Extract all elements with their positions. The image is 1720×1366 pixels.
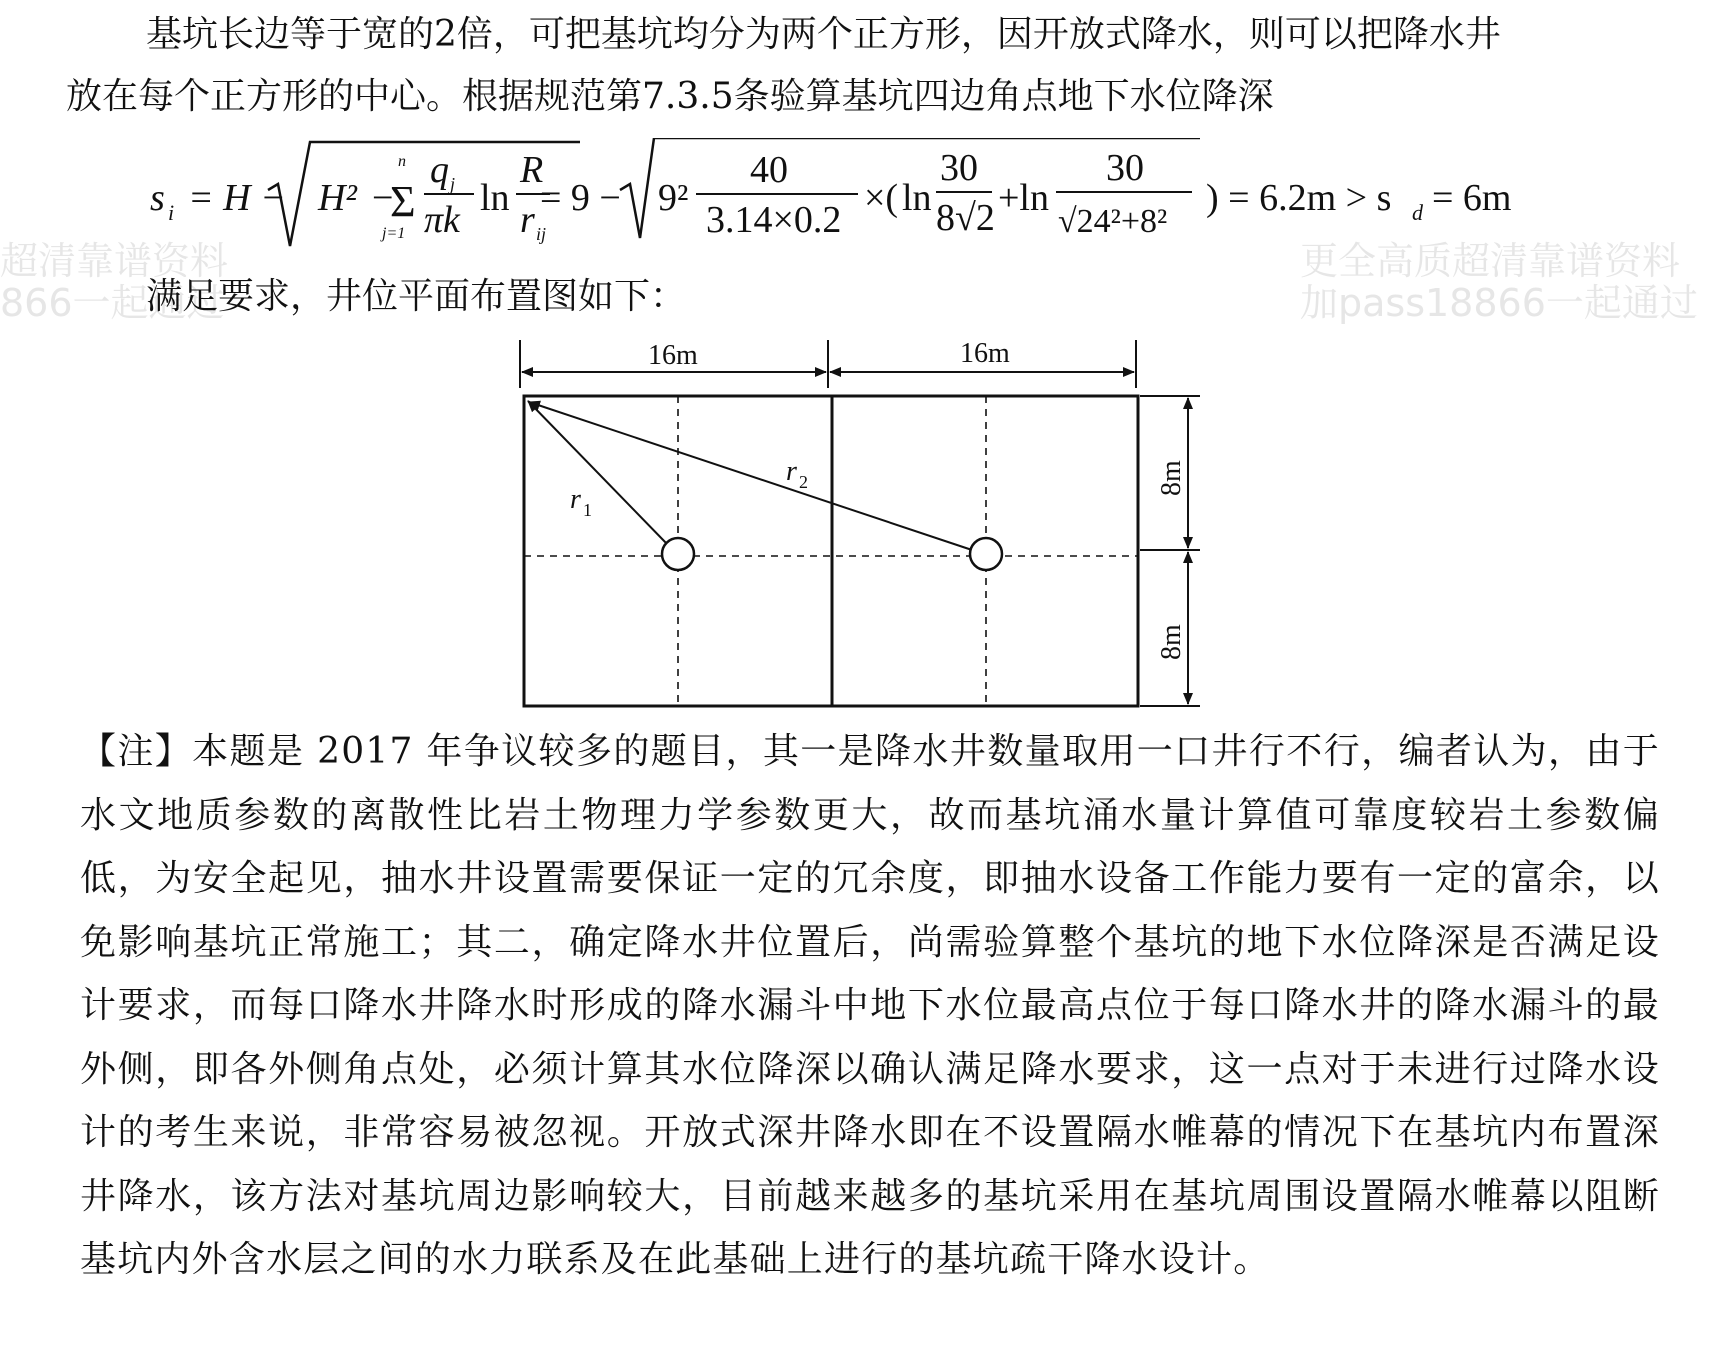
formula-plus-ln: +ln [998, 177, 1049, 219]
dim-label-right-bottom: 8m [1156, 624, 1187, 660]
formula-times: ×( [864, 177, 899, 219]
satisfy-text: 满足要求，井位平面布置图如下： [146, 276, 687, 317]
frac1-num: q [430, 149, 449, 191]
dim-label-top-left: 16m [648, 340, 698, 371]
formula-eq2: = 9 − [540, 177, 621, 219]
frac3-num: 40 [750, 149, 788, 191]
watermark-left-line1: 超清靠谱资料 [0, 239, 229, 283]
formula-ln2: ln [902, 177, 932, 219]
formula-ln1: ln [480, 177, 510, 219]
note-paragraph: 【注】本题是 2017 年争议较多的题目，其一是降水井数量取用一口井行不行，编者认为，由于水文地质参数的离散性比岩土物理力学参数更大，故而基坑涌水量计算值可靠度较岩土参数偏低，为安全起见，抽水井设置需要保证一定的冗余度，即抽水设备工作能力要有一定的富余，以免影响基坑正常施工；其二，确定降水井位置后，尚需验算整个基坑的地下水位降深是否满足设计要求，而每口降水井降水时形成的降水漏斗中地下水位最高点位于每口降水井的降水漏斗的最外侧，即各外侧角点处，必须计算其水位降深以确认满足降水要求，这一点对于未进行过降水设计的考生来说，非常容易被忽视。开放式深井降水即在不设置隔水帷幕的情况下在基坑内布置深井降水，该方法对基坑周边影响较大，目前越来越多的基坑采用在基坑周围设置隔水帷幕以阻断基坑内外含水层之间的水力联系及在此基础上进行的基坑疏干降水设计。 [80, 731, 1660, 1280]
frac5-num: 30 [1106, 147, 1144, 189]
watermark-right-line1: 更全高质超清靠谱资料 [1300, 239, 1681, 283]
frac4-den: 8√2 [936, 197, 995, 239]
formula-nine-squared: 9² [658, 177, 689, 219]
radius-r2-line [529, 402, 972, 550]
intro-line1: 基坑长边等于宽的2倍，可把基坑均分为两个正方形，因开放式降水，则可以把降水井 [146, 14, 1501, 55]
watermark-right-line2: 加pass18866一起通过 [1300, 281, 1698, 325]
frac2-den: r [520, 199, 535, 241]
r2-sub: 2 [799, 472, 808, 492]
frac5-den: √24²+8² [1058, 203, 1168, 240]
r1-sub: 1 [583, 500, 592, 520]
dim-label-top-right: 16m [960, 338, 1010, 369]
well-left [662, 538, 694, 570]
r1-label: r [570, 484, 581, 515]
formula-lhs: s [150, 177, 165, 219]
sum-top: n [398, 153, 406, 170]
formula-h-squared: H² [318, 177, 357, 219]
formula-result-tail: = 6m [1432, 177, 1512, 219]
r2-label: r [786, 456, 797, 487]
formula-lhs-sub: i [168, 200, 175, 225]
dim-label-right-top: 8m [1156, 460, 1187, 496]
frac3-den: 3.14×0.2 [706, 199, 842, 241]
intro-line2: 放在每个正方形的中心。根据规范第7.3.5条验算基坑四边角点地下水位降深 [66, 76, 1274, 117]
sum-symbol: Σ [390, 177, 416, 226]
formula-eq1: = H − [188, 177, 286, 219]
frac2-num: R [520, 149, 544, 191]
frac1-num-sub: j [450, 174, 456, 194]
radius-r1-line [528, 401, 668, 545]
well-right [970, 538, 1002, 570]
watermark-left-line2: 866一起通过 [0, 281, 225, 325]
frac2-den-sub: ij [536, 224, 547, 244]
frac4-num: 30 [940, 147, 978, 189]
frac1-den: πk [424, 199, 460, 241]
sum-bottom: j=1 [382, 225, 406, 242]
formula-result: ) = 6.2m > s [1206, 177, 1392, 219]
formula-minus: − [372, 177, 394, 219]
formula-result-sub: d [1412, 200, 1423, 225]
